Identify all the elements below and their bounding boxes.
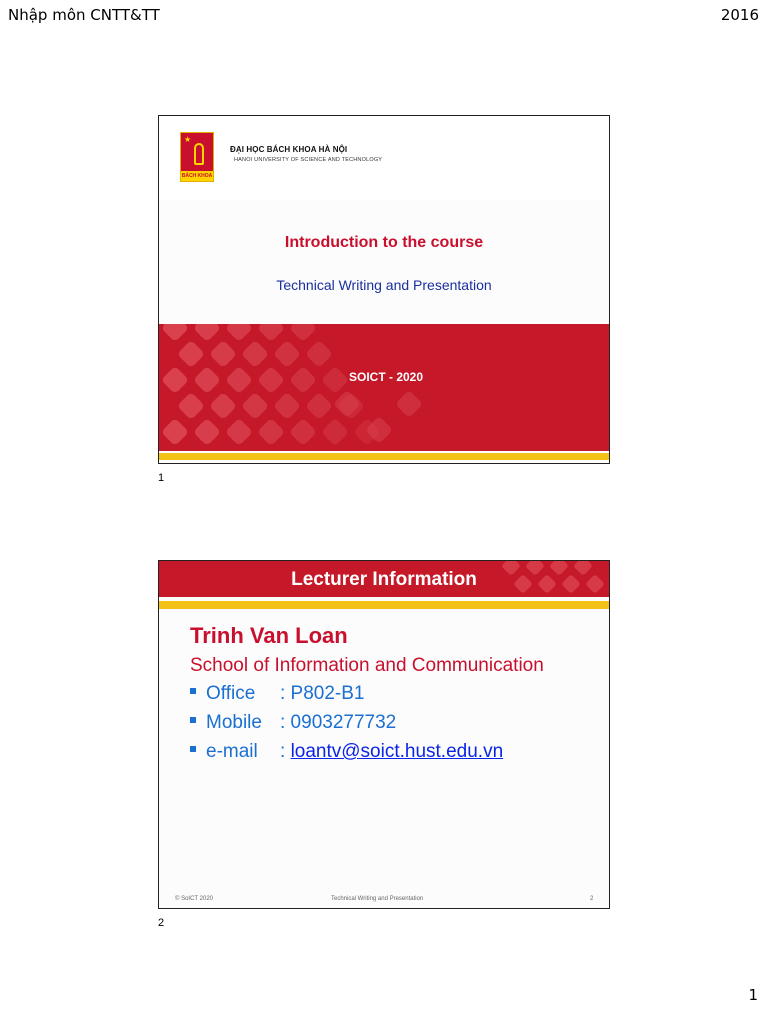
- band-diamond-decoration: [321, 366, 349, 394]
- contact-email: [190, 741, 503, 770]
- slide-2-title: Lecturer Information: [291, 569, 477, 590]
- logo-ribbon: BÁCH KHOA: [181, 173, 213, 179]
- slide-2-number: 2: [158, 917, 165, 929]
- bullet-icon: [190, 717, 196, 723]
- band-diamond-decoration: [161, 418, 189, 446]
- contact-list: [190, 683, 503, 770]
- band-diamond-decoration: [321, 418, 349, 446]
- band-diamond-decoration: [177, 340, 205, 368]
- band-diamond-decoration: [289, 366, 317, 394]
- lecturer-school: School of Information and Communication: [190, 655, 544, 676]
- band-diamond-decoration: [193, 366, 221, 394]
- band-diamond-decoration: [177, 392, 205, 420]
- university-name-en: HANOI UNIVERSITY OF SCIENCE AND TECHNOLOGY: [234, 157, 383, 163]
- university-logo-icon: [180, 132, 214, 182]
- band-diamond-decoration: [161, 324, 189, 342]
- band-diamond-decoration: [305, 392, 333, 420]
- band-diamond-decoration: [289, 324, 317, 342]
- logo-emblem: [194, 143, 204, 165]
- slide-1-body: [159, 200, 609, 324]
- slide-1-subtitle: Technical Writing and Presentation: [276, 277, 492, 293]
- slide-1-red-band: [159, 324, 609, 451]
- page-number: 1: [748, 986, 758, 1004]
- star-icon: ★: [184, 135, 192, 144]
- contact-label: Office: [206, 683, 256, 704]
- contact-label: e-mail: [206, 741, 258, 762]
- band-diamond-decoration: [257, 418, 285, 446]
- band-diamond-decoration: [305, 340, 333, 368]
- slide-1-title: Introduction to the course: [284, 234, 484, 251]
- bullet-icon: [190, 746, 196, 752]
- contact-value: : 0903277732: [280, 712, 397, 733]
- band-diamond-decoration: [257, 324, 285, 342]
- slide-2-yellow-stripe: [159, 601, 609, 609]
- slide-2: [158, 560, 610, 909]
- band-diamond-decoration: [225, 324, 253, 342]
- slide-1-bottom-margin: [159, 460, 609, 464]
- slide-1-number: 1: [158, 472, 165, 484]
- slide-1-top: [159, 116, 609, 200]
- slide-2-footer-course: Technical Writing and Presentation: [331, 896, 424, 902]
- contact-label: Mobile: [206, 712, 262, 733]
- band-diamond-decoration: [273, 392, 301, 420]
- band-diamond-decoration: [209, 340, 237, 368]
- band-diamond-decoration: [241, 392, 269, 420]
- band-diamond-decoration: [241, 340, 269, 368]
- band-diamond-decoration: [193, 324, 221, 342]
- slide-2-footer-page: 2: [590, 896, 594, 902]
- band-diamond-decoration: [289, 418, 317, 446]
- contact-office: [190, 683, 503, 712]
- band-diamond-decoration: [395, 390, 423, 418]
- band-diamond-decoration: [161, 366, 189, 394]
- lecturer-name: Trinh Van Loan: [190, 623, 348, 648]
- bullet-icon: [190, 688, 196, 694]
- contact-separator: :: [280, 741, 291, 762]
- band-diamond-decoration: [225, 366, 253, 394]
- slide-1-yellow-stripe: [159, 453, 609, 460]
- band-diamond-decoration: [257, 366, 285, 394]
- document-header-title: Nhập môn CNTT&TT: [8, 6, 160, 24]
- band-diamond-decoration: [193, 418, 221, 446]
- email-link[interactable]: loantv@soict.hust.edu.vn: [290, 741, 504, 762]
- contact-mobile: [190, 712, 503, 741]
- slide-2-footer-copyright: © SoICT 2020: [175, 896, 213, 902]
- slide-2-header-band: [159, 561, 609, 597]
- band-diamond-decoration: [225, 418, 253, 446]
- university-name-vn: ĐẠI HỌC BÁCH KHOA HÀ NỘI: [230, 145, 348, 154]
- slide-1: [158, 115, 610, 464]
- document-header-year: 2016: [720, 6, 759, 24]
- band-diamond-decoration: [209, 392, 237, 420]
- contact-value: : P802-B1: [280, 683, 365, 704]
- band-diamond-decoration: [273, 340, 301, 368]
- slide-1-band-text: SOICT - 2020: [349, 370, 424, 384]
